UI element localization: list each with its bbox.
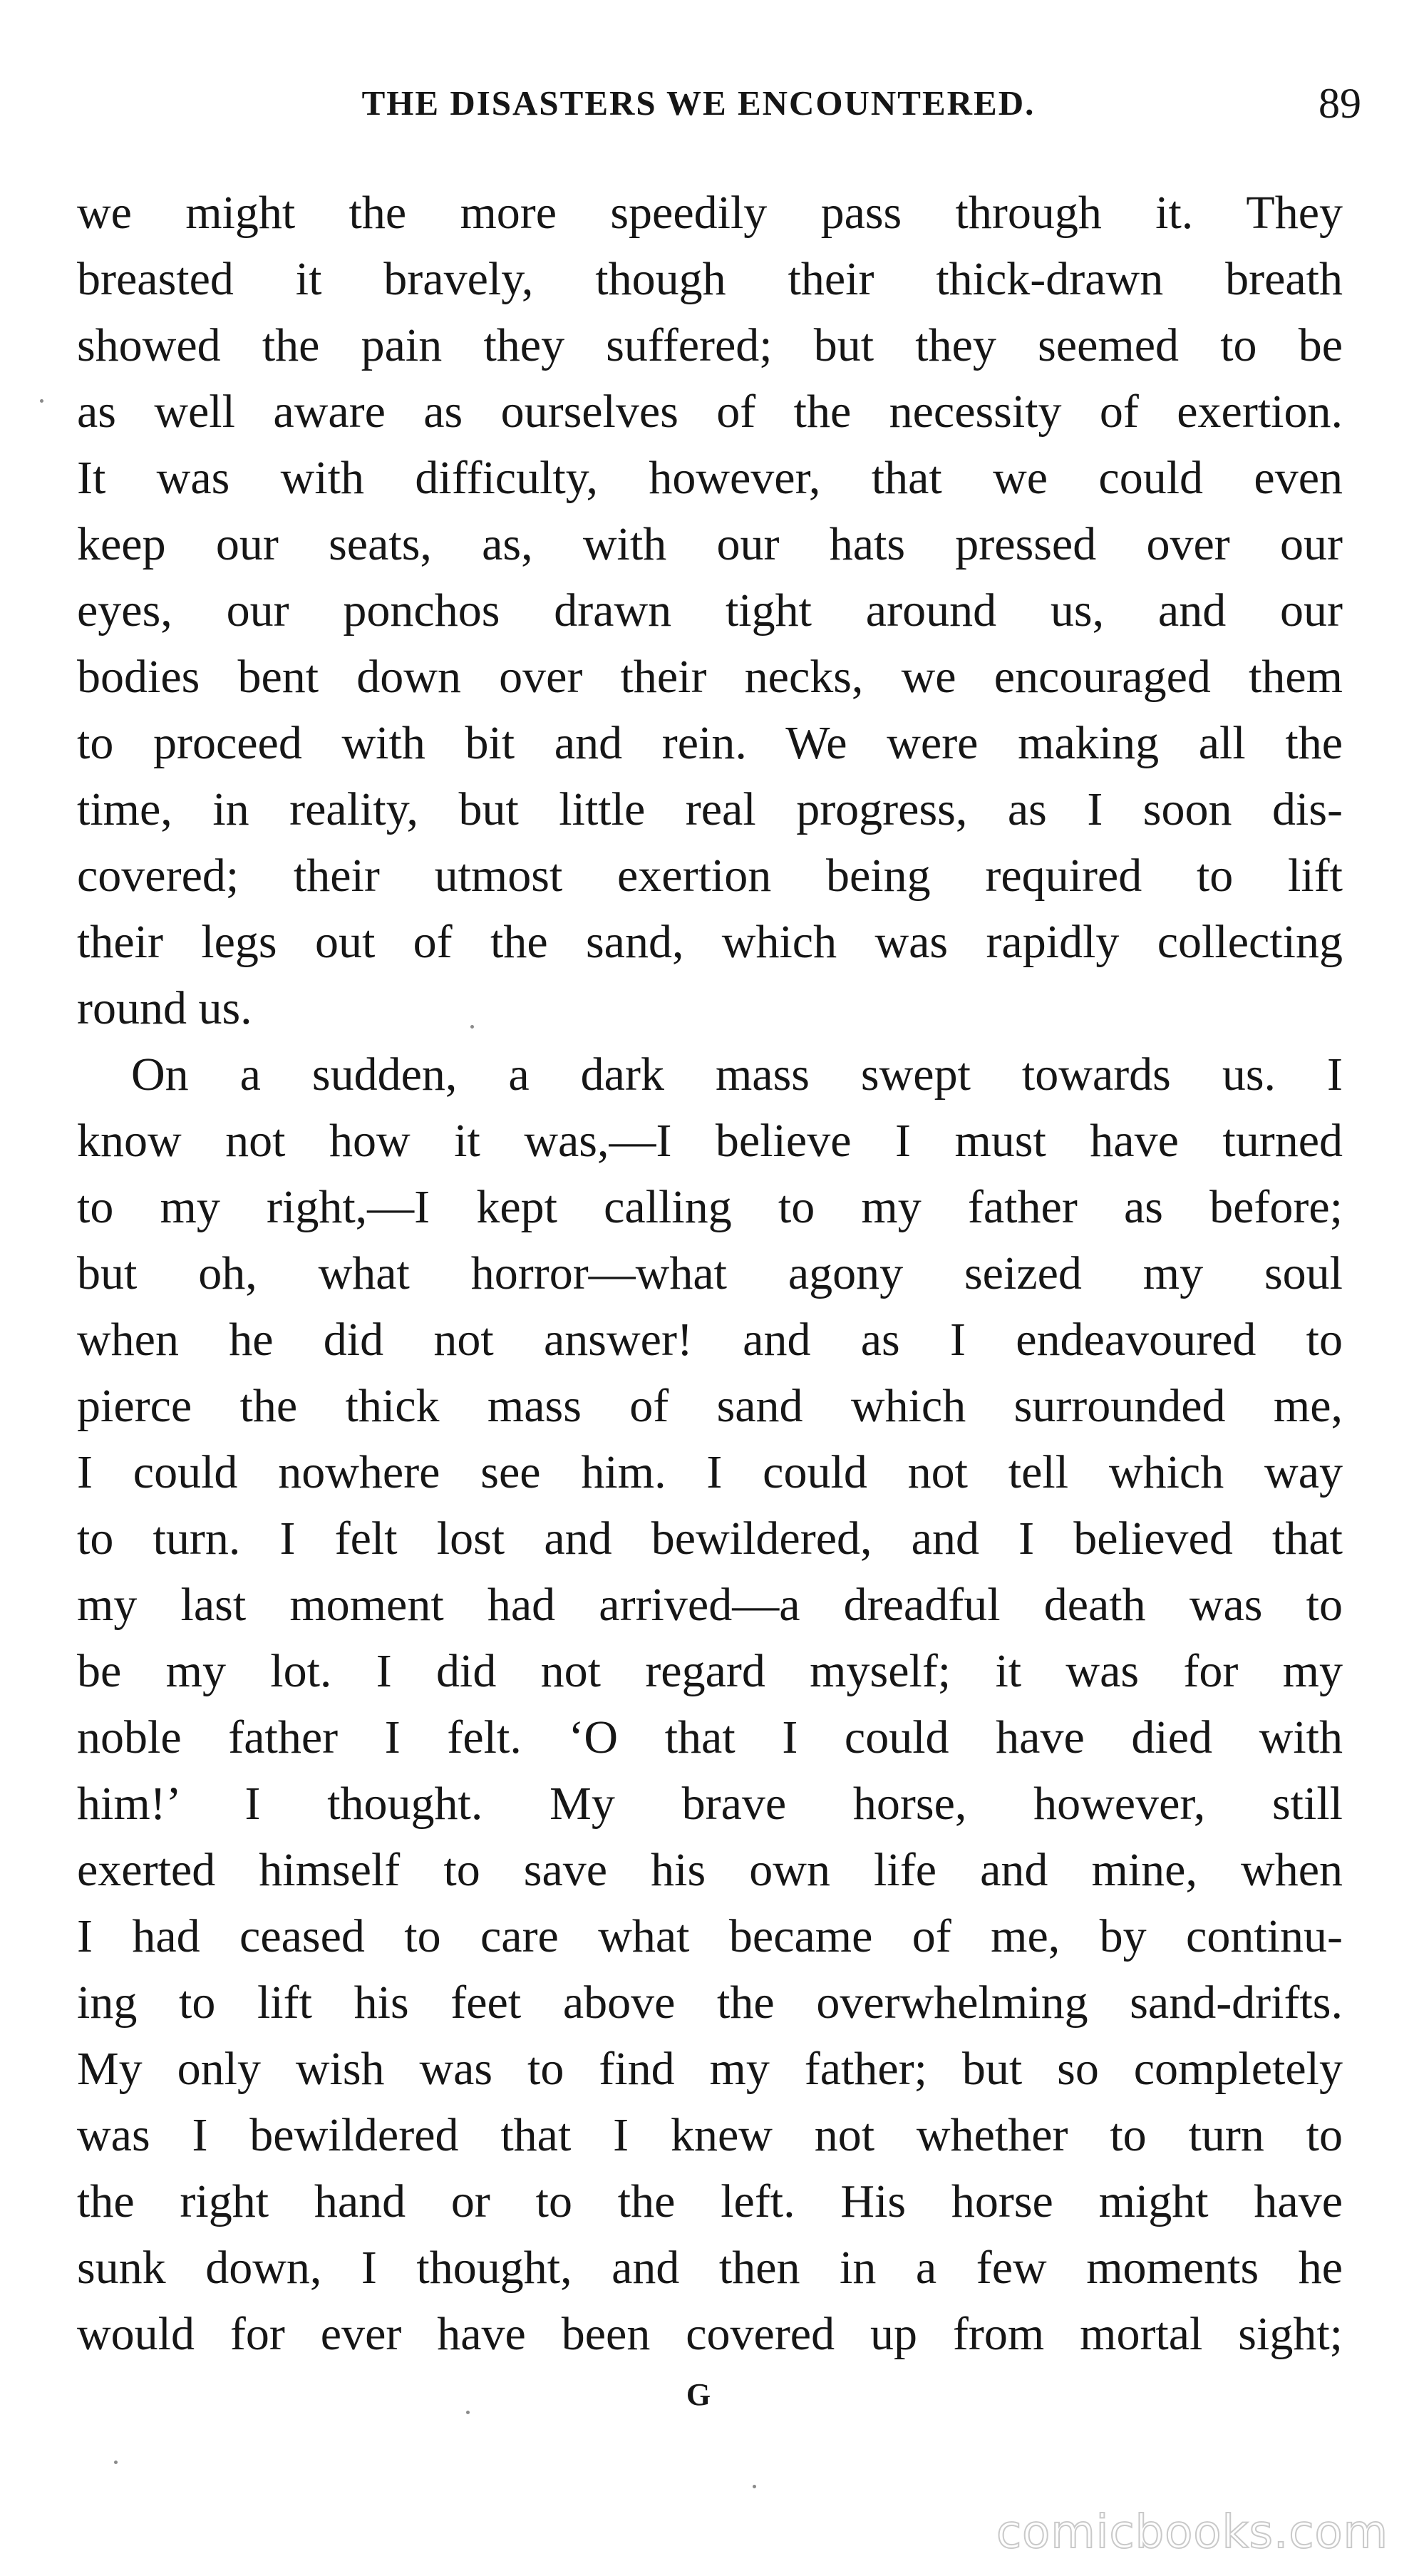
text-line: when he did not answer! and as I endeavoured to [77,1314,1343,1366]
text-line: breasted it bravely, though their thick-drawn breath [77,253,1343,305]
watermark: comicbooks.com [996,2506,1388,2559]
text-line: eyes, our ponchos drawn tight around us, and our [77,584,1343,637]
text-line: covered; their utmost exertion being required to lift [77,850,1343,902]
text-line: their legs out of the sand, which was rapidly collecting [77,916,1343,968]
text-line: to my right,—I kept calling to my father as before; [77,1181,1343,1233]
text-line: My only wish was to find my father; but so completely [77,2043,1343,2095]
text-line: pierce the thick mass of sand which surrounded me, [77,1380,1343,1432]
text-line: exerted himself to save his own life and mine, when [77,1844,1343,1896]
text-line: but oh, what horror—what agony seized my soul [77,1247,1343,1299]
text-line: noble father I felt. ‘O that I could have died with [77,1711,1343,1763]
running-header [285,73,1361,134]
text-line: sunk down, I thought, and then in a few moments he [77,2242,1343,2294]
text-line: know not how it was,—I believe I must have turned [77,1115,1343,1167]
paragraph-end-line: round us. [77,982,252,1034]
text-line: to proceed with bit and rein. We were making all the [77,717,1343,769]
text-line: the right hand or to the left. His horse might have [77,2175,1343,2227]
print-speck [466,2411,470,2414]
print-speck [753,2485,756,2488]
print-speck [40,399,43,403]
print-speck [470,1025,474,1029]
text-line: to turn. I felt lost and bewildered, and I believed that [77,1513,1343,1565]
body-text [77,180,1343,2367]
text-line: be my lot. I did not regard myself; it was for my [77,1645,1343,1697]
text-line: ing to lift his feet above the overwhelming sand-drifts. [77,1977,1343,2029]
paragraph-first-line: On a sudden, a dark mass swept towards us. I [131,1049,1343,1101]
text-line: keep our seats, as, with our hats pressed over our [77,518,1343,570]
text-line: bodies bent down over their necks, we encouraged them [77,651,1343,703]
text-line: time, in reality, but little real progress, as I soon dis- [77,783,1343,835]
signature-mark: G [686,2377,711,2412]
text-line: I had ceased to care what became of me, by continu- [77,1910,1343,1962]
text-line: we might the more speedily pass through it. They [77,187,1343,239]
text-line: my last moment had arrived—a dreadful death was to [77,1579,1343,1631]
text-line: as well aware as ourselves of the necessity of exertion. [77,386,1343,438]
text-line: him!’ I thought. My brave horse, however, still [77,1778,1343,1830]
print-speck [114,2461,118,2464]
text-line: was I bewildered that I knew not whether to turn to [77,2109,1343,2161]
text-line: It was with difficulty, however, that we could even [77,452,1343,504]
page-number: 89 [1318,80,1361,127]
running-title: THE DISASTERS WE ENCOUNTERED. [361,83,1036,123]
text-line: I could nowhere see him. I could not tell which way [77,1446,1343,1498]
text-line: showed the pain they suffered; but they seemed to be [77,319,1343,371]
text-line: would for ever have been covered up from mortal sight; [77,2308,1343,2360]
